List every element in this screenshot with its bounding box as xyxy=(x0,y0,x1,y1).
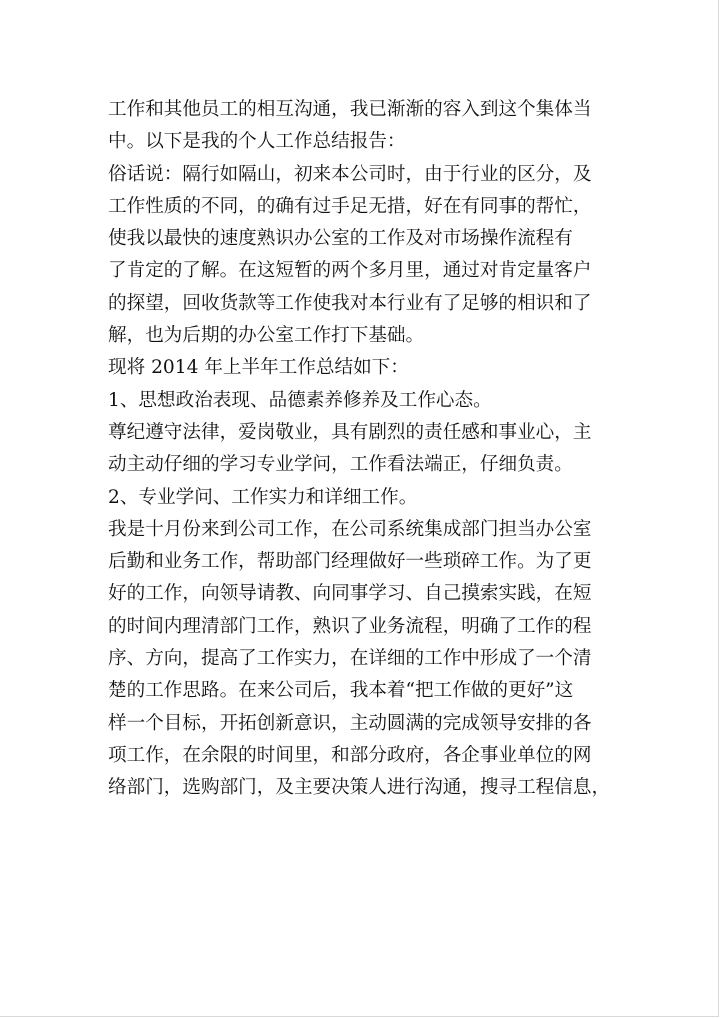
text-line: 楚的工作思路。在来公司后，我本着“把工作做的更好”这 xyxy=(108,680,574,702)
text-line: 好的工作，向领导请教、向同事学习、自己摸索实践，在短 xyxy=(108,583,592,605)
text-line: 工作和其他员工的相互沟通，我已渐渐的容入到这个集体当 xyxy=(108,99,592,120)
text-line: 样一个目标，开拓创新意识，主动圆满的完成领导安排的各 xyxy=(108,712,592,734)
text-line: 使我以最快的速度熟识办公室的工作及对市场操作流程有 xyxy=(108,228,573,250)
section-heading: 2、专业学问、工作实力和详细工作。 xyxy=(108,486,418,508)
text-line: 了肯定的了解。在这短暂的两个多月里，通过对肯定量客户 xyxy=(108,260,592,282)
text-line: 序、方向，提高了工作实力，在详细的工作中形成了一个清 xyxy=(108,648,592,670)
text-line: 中。以下是我的个人工作总结报告： xyxy=(108,131,406,153)
text-line: 我是十月份来到公司工作，在公司系统集成部门担当办公室 xyxy=(108,518,592,540)
text-line: 项工作，在余限的时间里，和部分政府，各企事业单位的网 xyxy=(108,744,592,766)
text-line: 的时间内理清部门工作，熟识了业务流程，明确了工作的程 xyxy=(108,615,592,637)
text-line: 后勤和业务工作，帮助部门经理做好一些琐碎工作。为了更 xyxy=(108,551,592,573)
body-text xyxy=(108,94,628,805)
text-line: 工作性质的不同，的确有过手足无措，好在有同事的帮忙， xyxy=(108,195,592,217)
text-line: 的探望，回收货款等工作使我对本行业有了足够的相识和了 xyxy=(108,292,592,314)
text-line: 尊纪遵守法律，爱岗敬业，具有剧烈的责任感和事业心，主 xyxy=(108,421,592,443)
text-line: 俗话说：隔行如隔山，初来本公司时，由于行业的区分，及 xyxy=(108,163,592,185)
text-line: 现将 2014 年上半年工作总结如下： xyxy=(108,357,409,379)
section-heading: 1、思想政治表现、品德素养修养及工作心态。 xyxy=(108,389,492,411)
text-line: 络部门，选购部门，及主要决策人进行沟通，搜寻工程信息， xyxy=(108,777,611,799)
text-line: 解，也为后期的办公室工作打下基础。 xyxy=(108,325,425,347)
text-line: 动主动仔细的学习专业学问，工作看法端正，仔细负责。 xyxy=(108,454,573,476)
